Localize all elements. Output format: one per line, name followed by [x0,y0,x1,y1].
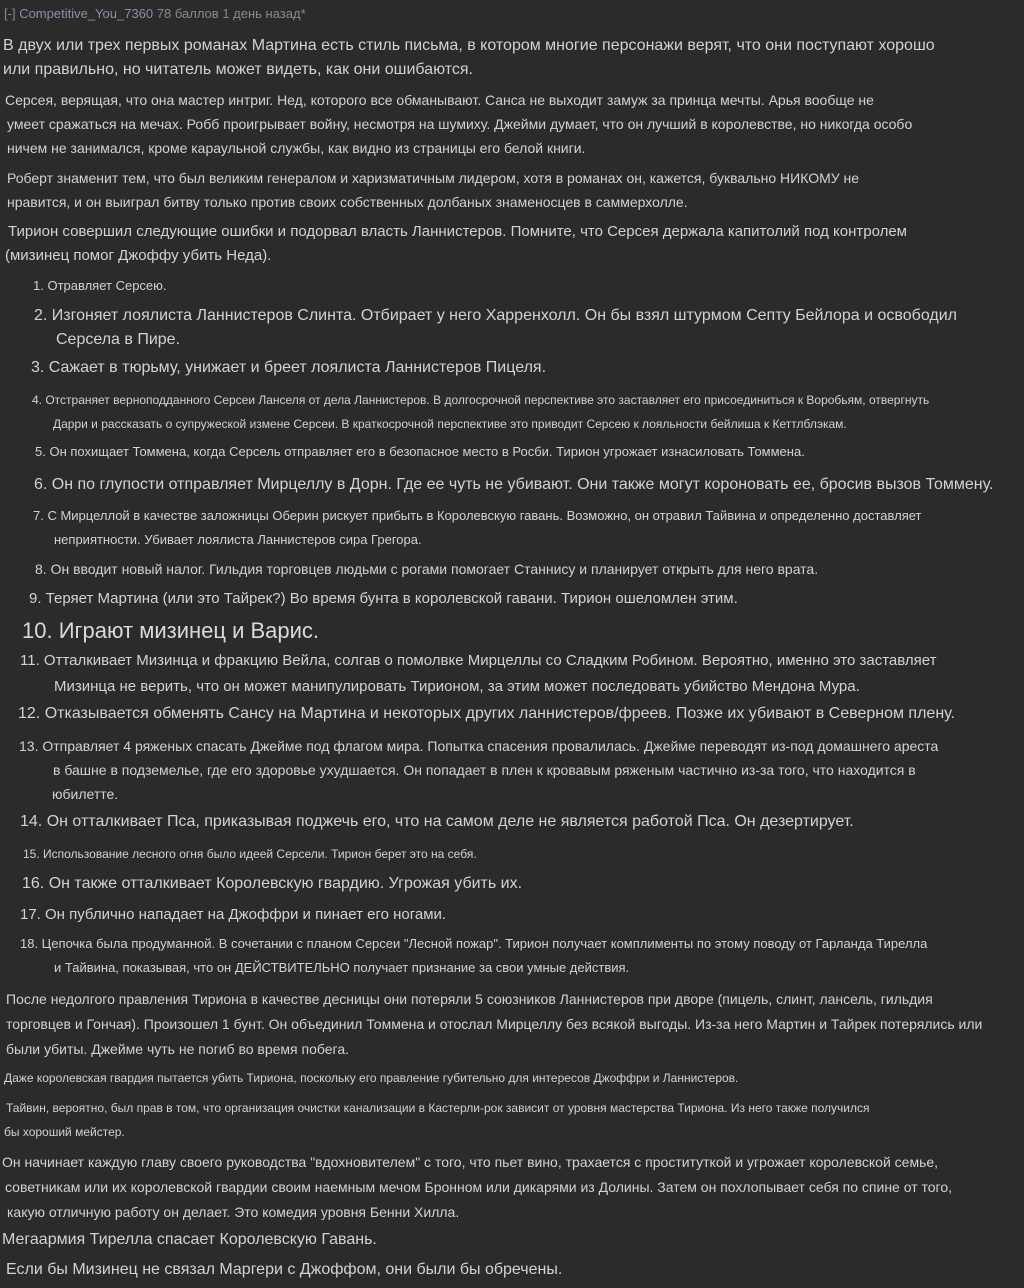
list-item-line: 13. Отправляет 4 ряженых спасать Джейме под флагом мира. Попытка спасения провалилась. Джейме переводят из-под домашнего ареста [19,738,939,754]
list-item-line: 15. Использование лесного огня было идеей Серсели. Тирион берет это на себя. [23,847,477,861]
list-item [34,304,957,352]
paragraph-line: Он начинает каждую главу своего руководства "вдохновителем" с того, что пьет вино, трахается с проституткой и угрожает королевской семье, [2,1154,939,1170]
paragraph-tyrion-mistakes [5,220,907,268]
list-item [20,904,446,926]
list-item-line: неприятности. Убивает лоялиста Ланнистеров сира Грегора. [54,532,422,547]
paragraph-line: Тайвин, вероятно, был прав в том, что организация очистки канализации в Кастерли-рок зависит от уровня мастерства Тириона. Из него также получился [6,1101,870,1115]
list-item-line: 8. Он вводит новый налог. Гильдия торговцев людьми с рогами помогает Станнису и планирует открыть для него врата. [35,561,819,577]
list-item [20,932,927,980]
paragraph-line: Мегаармия Тирелла спасает Королевскую Гавань. [2,1231,377,1248]
list-item [29,588,738,610]
paragraph-line: ничем не занимался, кроме караульной службы, как видно из страницы его белой книги. [7,140,586,156]
list-item-line: Дарри и рассказать о супружеской измене Серсеи. В краткосрочной перспективе это приводит Серсею к лояльности бейлиша к Кеттлблэкам. [53,417,847,431]
comment-meta [4,6,306,21]
paragraph-line: Тирион совершил следующие ошибки и подорвал власть Ланнистеров. Помните, что Серсея держала капитолий под контролем [8,223,907,240]
list-item [35,442,805,462]
list-item-line: 9. Теряет Мартина (или это Тайрек?) Во время бунта в королевской гавани. Тирион ошеломлен этим. [29,590,738,607]
paragraph-line: Если бы Мизинец не связал Маргери с Джоффом, они были бы обречены. [6,1261,563,1278]
list-item-line: 5. Он похищает Томмена, когда Серсель отправляет его в безопасное место в Росби. Тирион угрожает изнасиловать Томмена. [35,444,805,459]
comment-time: 1 день назад* [222,6,306,21]
list-item [34,474,993,496]
list-item [31,356,546,380]
intro-paragraph [3,34,935,82]
paragraph-tyrell [2,1228,377,1252]
list-item-line: 11. Отталкивает Мизинца и фракцию Вейла, солгав о помолвке Мирцеллы со Сладким Робином. Вероятно, именно это заставляет [20,652,937,669]
list-item-line: 12. Отказывается обменять Сансу на Мартина и некоторых других ланнистеров/фреев. Позже их убивают в Северном плену. [18,705,955,722]
list-item-line: Серсела в Пире. [56,331,181,348]
list-item-line: 3. Сажает в тюрьму, унижает и бреет лоялиста Ланнистеров Пицеля. [31,359,547,376]
list-item-line: 10. Играют мизинец и Варис. [22,618,320,643]
list-item [22,616,319,646]
paragraph-littlefinger [6,1258,562,1282]
paragraph-line: какую отличную работу он делает. Это комедия уровня Бенни Хилла. [7,1204,460,1220]
intro-line: В двух или трех первых романах Мартина есть стиль письма, в котором многие персонажи верят, что они поступают хорошо [3,37,935,54]
paragraph-line: бы хороший мейстер. [4,1125,125,1139]
list-item [33,276,167,296]
paragraph-line: были убиты. Джейме чуть не погиб во время побега. [6,1041,350,1057]
paragraph-robert [7,166,859,214]
paragraph-chapters [2,1150,952,1225]
list-item-line: 4. Отстраняет верноподданного Серсеи Ланселя от дела Ланнистеров. В долгосрочной перспективе это заставляет его присоединиться к Воробьям, отвергнуть [32,393,930,407]
list-item-line: Мизинца не верить, что он может манипулировать Тирионом, за этим может последовать убийство Мендона Мура. [54,678,860,695]
paragraph-line: После недолгого правления Тириона в качестве десницы они потеряли 5 союзников Ланнистеров при дворе (пицель, слинт, лансель, гильдия [6,991,933,1007]
list-item-line: и Тайвина, показывая, что он ДЕЙСТВИТЕЛЬНО получает признание за свои умные действия. [54,960,630,975]
comment-points: 78 баллов [156,6,219,21]
comment-author[interactable]: Competitive_You_7360 [19,6,154,21]
collapse-toggle[interactable]: [-] [4,6,16,21]
paragraph-line: Даже королевская гвардия пытается убить Тириона, поскольку его правление губительно для интересов Джоффри и Ланнистеров. [4,1071,739,1085]
list-item [35,558,818,580]
intro-line: или правильно, но читатель может видеть, как они ошибаются. [3,61,473,78]
list-item [20,648,936,700]
list-item [32,388,929,436]
list-item-line: 16. Он также отталкивает Королевскую гвардию. Угрожая убить их. [22,875,523,892]
list-item-line: в башне в подземелье, где его здоровье ухудшается. Он попадает в плен к кровавым ряженым частично из-за того, что находится в [53,762,916,778]
paragraph-line: Роберт знаменит тем, что был великим генералом и харизматичным лидером, хотя в романах он, кажется, буквально НИКОМУ не [7,170,860,186]
list-item-line: 17. Он публично нападает на Джоффри и пинает его ногами. [20,906,447,923]
list-item [22,872,522,896]
paragraph-line: Серсея, верящая, что она мастер интриг. Нед, которого все обманывают. Санса не выходит замуж за принца мечты. Арья вообще не [5,92,874,108]
list-item [18,702,955,726]
paragraph-kingsguard [4,1068,738,1088]
list-item-line: юбилетте. [52,786,119,802]
list-item [23,844,477,864]
paragraph-cersei [5,88,912,160]
list-item-line: 1. Отравляет Серсею. [33,278,167,293]
paragraph-line: нравится, и он выиграл битву только против своих собственных долбаных знаменосцев в саммерхолле. [7,194,688,210]
paragraph-line: умеет сражаться на мечах. Робб проигрывает войну, несмотря на шумиху. Джейми думает, что он лучший в королевстве, но никогда особо [7,116,913,132]
list-item-line: 6. Он по глупости отправляет Мирцеллу в Дорн. Где ее чуть не убивают. Они также могут короновать ее, бросив вызов Томмену. [34,476,994,493]
paragraph-summary [6,987,982,1062]
list-item-line: 7. С Мирцеллой в качестве заложницы Оберин рискует прибыть в Королевскую гавань. Возможно, он отравил Тайвина и определенно доставляет [33,508,922,523]
list-item [33,504,921,552]
paragraph-line: торговцев и Гончая). Произошел 1 бунт. Он объединил Томмена и отослал Мирцеллу без всякой выгоды. Из-за него Мартин и Тайрек потерялись или [6,1016,983,1032]
paragraph-tywin [4,1096,869,1144]
paragraph-line: советникам или их королевской гвардии своим наемным мечом Бронном или дикарями из Долины. Затем он похлопывает себя по спине от того, [5,1179,953,1195]
list-item [19,734,938,806]
list-item [20,810,854,834]
paragraph-line: (мизинец помог Джоффу убить Неда). [5,247,272,264]
list-item-line: 18. Цепочка была продуманной. В сочетании с планом Серсеи "Лесной пожар". Тирион получает комплименты по этому поводу от Гарланда Тирелла [20,936,928,951]
list-item-line: 14. Он отталкивает Пса, приказывая поджечь его, что на самом деле не является работой Пса. Он дезертирует. [20,813,854,830]
list-item-line: 2. Изгоняет лоялиста Ланнистеров Слинта. Отбирает у него Харренхолл. Он бы взял штурмом Септу Бейлора и освободил [34,307,957,324]
